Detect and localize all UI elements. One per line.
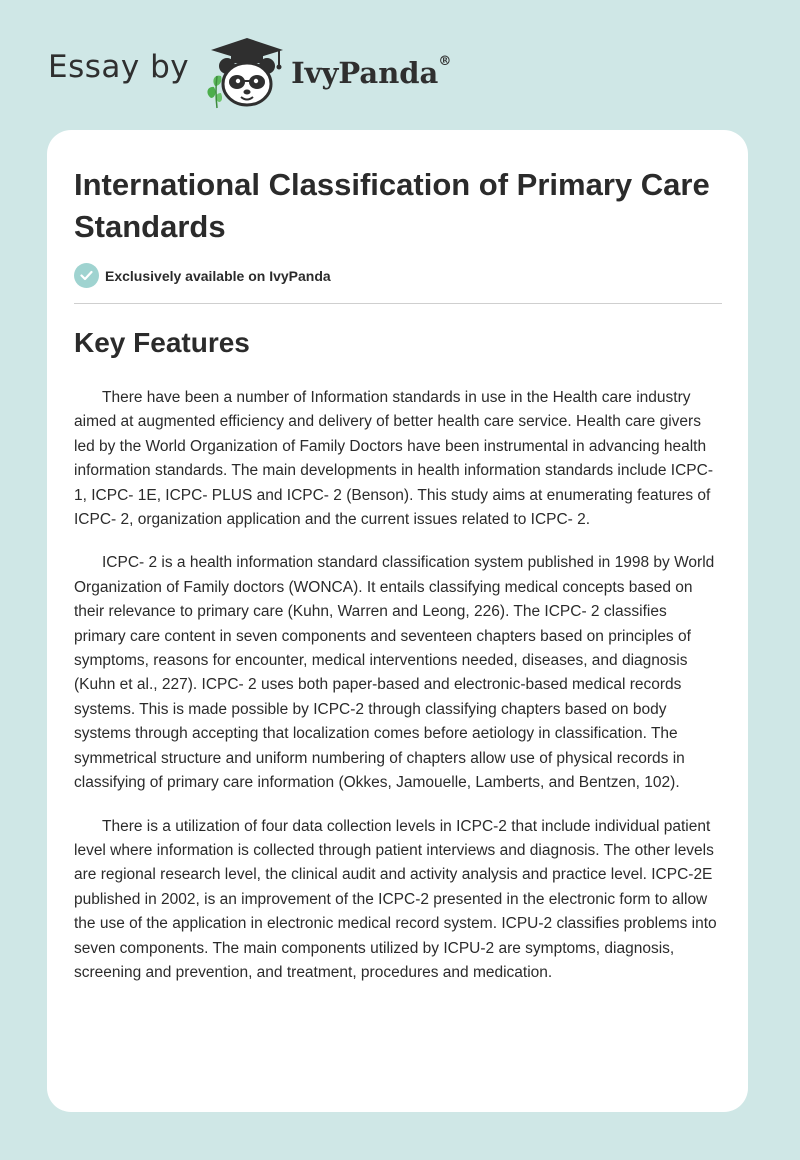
check-icon — [74, 263, 99, 288]
exclusive-badge — [74, 263, 331, 288]
page-title: International Classification of Primary Care Standards — [74, 167, 710, 244]
essay-card — [47, 130, 748, 1112]
article-body — [74, 386, 722, 1004]
paragraph: There is a utilization of four data collection levels in ICPC-2 that include individual patient level where information is collected through patient interviews and diagnosis. The other levels are regional research level, the clinical audit and activity analysis and practice level. ICPC-2E published in 2002, is an improvement of the ICPC-2 presented in the electronic form to allow the use of the application in electronic medical record system. ICPU-2 classifies problems into seven components. The main components utilized by ICPU-2 are symptoms, diagnosis, screening and prevention, and treatment, procedures and medication. — [74, 817, 717, 981]
panda-mascot-icon — [201, 30, 289, 110]
ivypanda-logo[interactable] — [201, 30, 451, 110]
divider — [74, 303, 722, 304]
brand-name: IvyPanda® — [291, 54, 452, 90]
paragraph: ICPC- 2 is a health information standard classification system published in 1998 by World Organization of Family doctors (WONCA). It entails classifying medical concepts based on their relevance to primary care (Kuhn, Warren and Leong, 226). The ICPC- 2 classifies primary care content in seven components and seventeen chapters based on principles of symptoms, reasons for encounter, medical interventions needed, diseases, and diagnosis (Kuhn et al., 227). ICPC- 2 uses both paper-based and electronic-based medical records systems. This is made possible by ICPC-2 through classifying chapters based on body systems through accepting that localization comes before aetiology in classification. The symmetrical structure and uniform numbering of chapters allow use of physical records in classifying of primary care information (Okkes, Jamouelle, Lamberts, and Bentzen, 102). — [74, 554, 715, 792]
section-heading: Key Features — [74, 327, 250, 358]
paragraph: There have been a number of Information standards in use in the Health care industry aimed at augmented efficiency and delivery of better health care service. Health care givers led by the World Organization of Family Doctors have been instrumental in advancing health information standards. The main developments in health information standards include ICPC- 1, ICPC- 1E, ICPC- PLUS and ICPC- 2 (Benson). This study aims at enumerating features of ICPC- 2, organization application and the current issues related to ICPC- 2. — [74, 389, 713, 529]
site-header — [48, 30, 451, 110]
essay-by-label: Essay by — [48, 49, 190, 85]
exclusive-label: Exclusively available on IvyPanda — [105, 267, 331, 284]
